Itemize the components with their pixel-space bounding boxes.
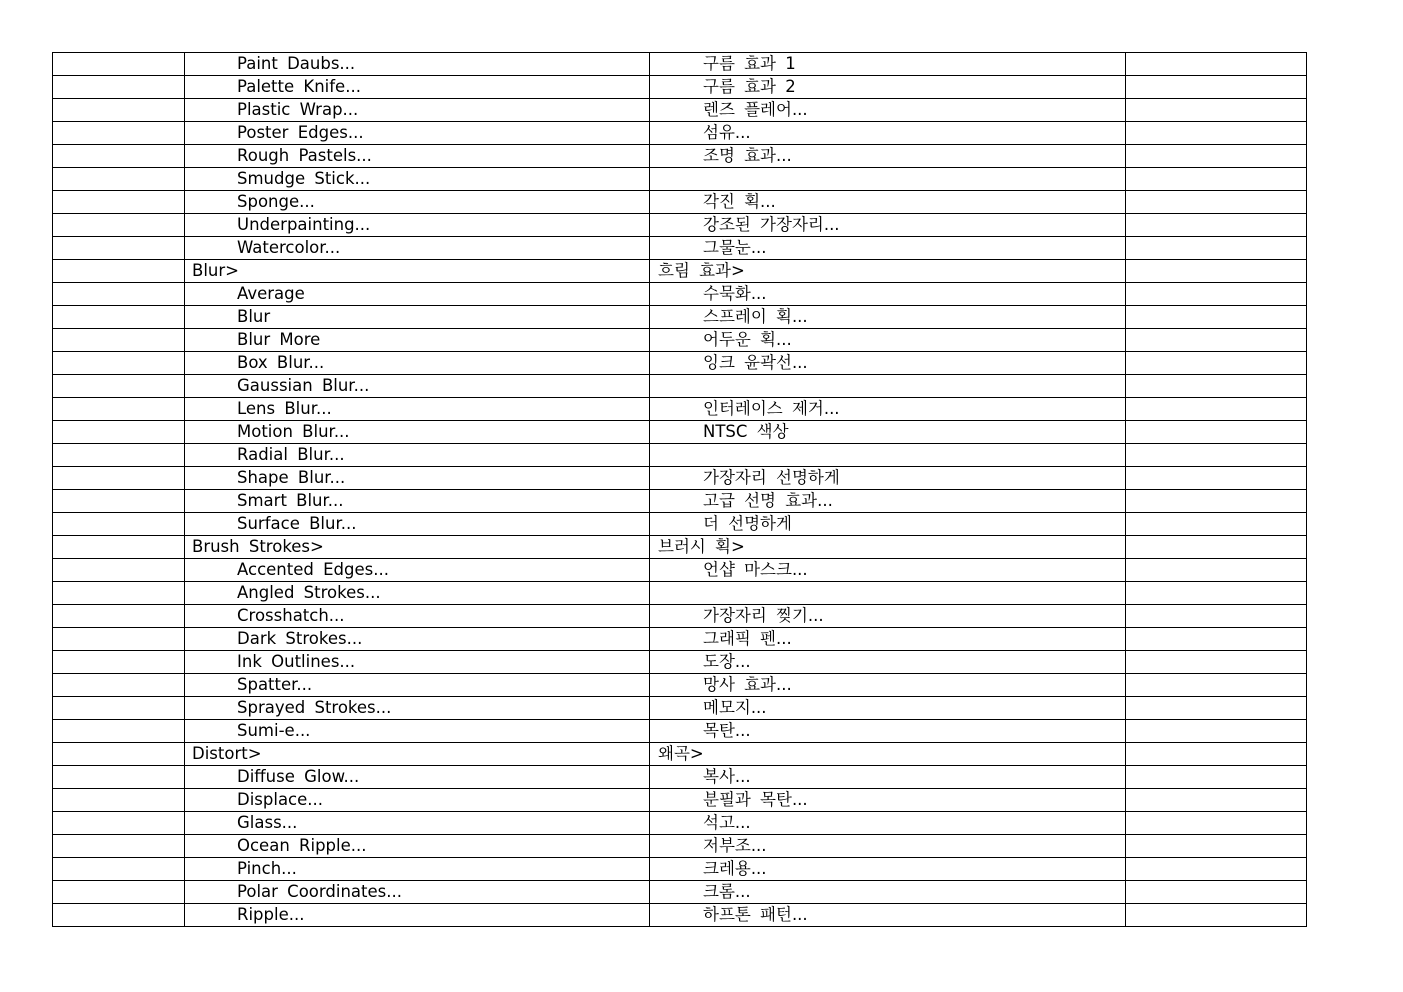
english-filter-name: Sumi-e...: [185, 720, 650, 743]
blank-cell-right: [1126, 260, 1307, 283]
table-row: [53, 536, 1307, 559]
table-row: [53, 467, 1307, 490]
english-filter-name: Smart Blur...: [185, 490, 650, 513]
blank-cell-right: [1126, 835, 1307, 858]
blank-cell-right: [1126, 536, 1307, 559]
korean-filter-name: NTSC 색상: [650, 421, 1126, 444]
blank-cell-right: [1126, 651, 1307, 674]
blank-cell-left: [53, 720, 185, 743]
korean-filter-name: 각진 획...: [650, 191, 1126, 214]
korean-filter-name: 크레용...: [650, 858, 1126, 881]
english-filter-name: Surface Blur...: [185, 513, 650, 536]
blank-cell-right: [1126, 812, 1307, 835]
korean-filter-name: 강조된 가장자리...: [650, 214, 1126, 237]
table-row: [53, 582, 1307, 605]
korean-filter-name: 더 선명하게: [650, 513, 1126, 536]
english-filter-name: Polar Coordinates...: [185, 881, 650, 904]
blank-cell-left: [53, 605, 185, 628]
blank-cell-right: [1126, 766, 1307, 789]
korean-category-name: 흐림 효과>: [650, 260, 1126, 283]
blank-cell-left: [53, 168, 185, 191]
table-row: [53, 904, 1307, 927]
table-row: [53, 766, 1307, 789]
table-row: [53, 122, 1307, 145]
blank-cell-right: [1126, 789, 1307, 812]
table-row: [53, 421, 1307, 444]
korean-filter-name: 렌즈 플레어...: [650, 99, 1126, 122]
korean-filter-name: 인터레이스 제거...: [650, 398, 1126, 421]
table-row: [53, 789, 1307, 812]
korean-filter-name: 스프레이 획...: [650, 306, 1126, 329]
table-row: [53, 490, 1307, 513]
blank-cell-right: [1126, 858, 1307, 881]
english-filter-name: Glass...: [185, 812, 650, 835]
blank-cell-right: [1126, 421, 1307, 444]
table-row: [53, 237, 1307, 260]
blank-cell-right: [1126, 99, 1307, 122]
blank-cell-left: [53, 651, 185, 674]
table-row: [53, 628, 1307, 651]
table-row: [53, 674, 1307, 697]
blank-cell-right: [1126, 191, 1307, 214]
blank-cell-right: [1126, 444, 1307, 467]
korean-filter-name: 구름 효과 1: [650, 53, 1126, 76]
korean-filter-name: [650, 375, 1126, 398]
english-category-name: Distort>: [185, 743, 650, 766]
korean-filter-name: 수묵화...: [650, 283, 1126, 306]
english-filter-name: Spatter...: [185, 674, 650, 697]
english-filter-name: Lens Blur...: [185, 398, 650, 421]
blank-cell-left: [53, 444, 185, 467]
table-row: [53, 881, 1307, 904]
blank-cell-left: [53, 536, 185, 559]
table-row: [53, 812, 1307, 835]
table-row: [53, 53, 1307, 76]
table-row: [53, 145, 1307, 168]
blank-cell-right: [1126, 743, 1307, 766]
blank-cell-right: [1126, 76, 1307, 99]
english-category-name: Blur>: [185, 260, 650, 283]
korean-filter-name: 복사...: [650, 766, 1126, 789]
korean-filter-name: 그래픽 펜...: [650, 628, 1126, 651]
table-row: [53, 559, 1307, 582]
blank-cell-right: [1126, 306, 1307, 329]
korean-filter-name: 석고...: [650, 812, 1126, 835]
english-filter-name: Angled Strokes...: [185, 582, 650, 605]
table-row: [53, 329, 1307, 352]
blank-cell-right: [1126, 881, 1307, 904]
blank-cell-left: [53, 513, 185, 536]
korean-filter-name: [650, 582, 1126, 605]
table-row: [53, 835, 1307, 858]
korean-filter-name: 크롬...: [650, 881, 1126, 904]
korean-filter-name: 그물눈...: [650, 237, 1126, 260]
table-row: [53, 743, 1307, 766]
korean-filter-name: 가장자리 선명하게: [650, 467, 1126, 490]
table-row: [53, 306, 1307, 329]
korean-filter-name: 메모지...: [650, 697, 1126, 720]
english-filter-name: Sponge...: [185, 191, 650, 214]
blank-cell-left: [53, 191, 185, 214]
table-row: [53, 697, 1307, 720]
blank-cell-right: [1126, 375, 1307, 398]
table-row: [53, 398, 1307, 421]
table-row: [53, 720, 1307, 743]
table-row: [53, 76, 1307, 99]
blank-cell-left: [53, 904, 185, 927]
blank-cell-right: [1126, 904, 1307, 927]
blank-cell-right: [1126, 145, 1307, 168]
blank-cell-left: [53, 329, 185, 352]
korean-filter-name: 가장자리 찢기...: [650, 605, 1126, 628]
korean-filter-name: 어두운 획...: [650, 329, 1126, 352]
table-row: [53, 168, 1307, 191]
blank-cell-left: [53, 53, 185, 76]
blank-cell-left: [53, 467, 185, 490]
english-filter-name: Paint Daubs...: [185, 53, 650, 76]
korean-filter-name: 목탄...: [650, 720, 1126, 743]
blank-cell-left: [53, 789, 185, 812]
blank-cell-right: [1126, 582, 1307, 605]
blank-cell-right: [1126, 513, 1307, 536]
blank-cell-right: [1126, 674, 1307, 697]
english-filter-name: Gaussian Blur...: [185, 375, 650, 398]
english-category-name: Brush Strokes>: [185, 536, 650, 559]
table-row: [53, 513, 1307, 536]
blank-cell-left: [53, 398, 185, 421]
table-row: [53, 260, 1307, 283]
english-filter-name: Average: [185, 283, 650, 306]
english-filter-name: Motion Blur...: [185, 421, 650, 444]
korean-filter-name: [650, 444, 1126, 467]
blank-cell-left: [53, 812, 185, 835]
korean-filter-name: 망사 효과...: [650, 674, 1126, 697]
blank-cell-right: [1126, 605, 1307, 628]
english-filter-name: Ripple...: [185, 904, 650, 927]
blank-cell-right: [1126, 352, 1307, 375]
table-row: [53, 99, 1307, 122]
table-row: [53, 352, 1307, 375]
english-filter-name: Smudge Stick...: [185, 168, 650, 191]
table-row: [53, 444, 1307, 467]
english-filter-name: Blur: [185, 306, 650, 329]
korean-filter-name: 저부조...: [650, 835, 1126, 858]
korean-filter-name: 도장...: [650, 651, 1126, 674]
blank-cell-right: [1126, 490, 1307, 513]
blank-cell-left: [53, 697, 185, 720]
blank-cell-left: [53, 858, 185, 881]
korean-filter-name: 분필과 목탄...: [650, 789, 1126, 812]
blank-cell-left: [53, 99, 185, 122]
english-filter-name: Displace...: [185, 789, 650, 812]
blank-cell-right: [1126, 329, 1307, 352]
english-filter-name: Ocean Ripple...: [185, 835, 650, 858]
blank-cell-right: [1126, 53, 1307, 76]
table-row: [53, 651, 1307, 674]
english-filter-name: Plastic Wrap...: [185, 99, 650, 122]
blank-cell-right: [1126, 467, 1307, 490]
english-filter-name: Watercolor...: [185, 237, 650, 260]
english-filter-name: Underpainting...: [185, 214, 650, 237]
table-row: [53, 191, 1307, 214]
english-filter-name: Dark Strokes...: [185, 628, 650, 651]
blank-cell-left: [53, 582, 185, 605]
table-body: [53, 53, 1307, 927]
english-filter-name: Blur More: [185, 329, 650, 352]
english-filter-name: Accented Edges...: [185, 559, 650, 582]
english-filter-name: Crosshatch...: [185, 605, 650, 628]
korean-filter-name: 조명 효과...: [650, 145, 1126, 168]
blank-cell-right: [1126, 237, 1307, 260]
korean-filter-name: 섬유...: [650, 122, 1126, 145]
blank-cell-left: [53, 306, 185, 329]
english-filter-name: Diffuse Glow...: [185, 766, 650, 789]
blank-cell-left: [53, 559, 185, 582]
table-row: [53, 283, 1307, 306]
english-filter-name: Sprayed Strokes...: [185, 697, 650, 720]
blank-cell-right: [1126, 559, 1307, 582]
english-filter-name: Box Blur...: [185, 352, 650, 375]
blank-cell-left: [53, 145, 185, 168]
blank-cell-right: [1126, 122, 1307, 145]
table-row: [53, 605, 1307, 628]
blank-cell-right: [1126, 168, 1307, 191]
blank-cell-left: [53, 352, 185, 375]
english-filter-name: Palette Knife...: [185, 76, 650, 99]
korean-filter-name: 구름 효과 2: [650, 76, 1126, 99]
korean-filter-name: 잉크 윤곽선...: [650, 352, 1126, 375]
korean-filter-name: [650, 168, 1126, 191]
english-filter-name: Pinch...: [185, 858, 650, 881]
blank-cell-left: [53, 237, 185, 260]
blank-cell-left: [53, 628, 185, 651]
english-filter-name: Poster Edges...: [185, 122, 650, 145]
blank-cell-right: [1126, 283, 1307, 306]
blank-cell-right: [1126, 398, 1307, 421]
korean-category-name: 왜곡>: [650, 743, 1126, 766]
blank-cell-left: [53, 260, 185, 283]
blank-cell-left: [53, 674, 185, 697]
blank-cell-right: [1126, 628, 1307, 651]
blank-cell-left: [53, 76, 185, 99]
table-row: [53, 375, 1307, 398]
english-filter-name: Rough Pastels...: [185, 145, 650, 168]
blank-cell-left: [53, 743, 185, 766]
blank-cell-right: [1126, 720, 1307, 743]
blank-cell-left: [53, 881, 185, 904]
english-filter-name: Shape Blur...: [185, 467, 650, 490]
blank-cell-left: [53, 122, 185, 145]
korean-filter-name: 언샵 마스크...: [650, 559, 1126, 582]
english-filter-name: Radial Blur...: [185, 444, 650, 467]
blank-cell-left: [53, 490, 185, 513]
table-row: [53, 214, 1307, 237]
blank-cell-right: [1126, 214, 1307, 237]
blank-cell-left: [53, 283, 185, 306]
korean-filter-name: 하프톤 패턴...: [650, 904, 1126, 927]
blank-cell-left: [53, 375, 185, 398]
korean-category-name: 브러시 획>: [650, 536, 1126, 559]
table-row: [53, 858, 1307, 881]
filter-translation-table: [52, 52, 1307, 927]
blank-cell-left: [53, 766, 185, 789]
korean-filter-name: 고급 선명 효과...: [650, 490, 1126, 513]
blank-cell-left: [53, 421, 185, 444]
english-filter-name: Ink Outlines...: [185, 651, 650, 674]
blank-cell-right: [1126, 697, 1307, 720]
blank-cell-left: [53, 214, 185, 237]
blank-cell-left: [53, 835, 185, 858]
